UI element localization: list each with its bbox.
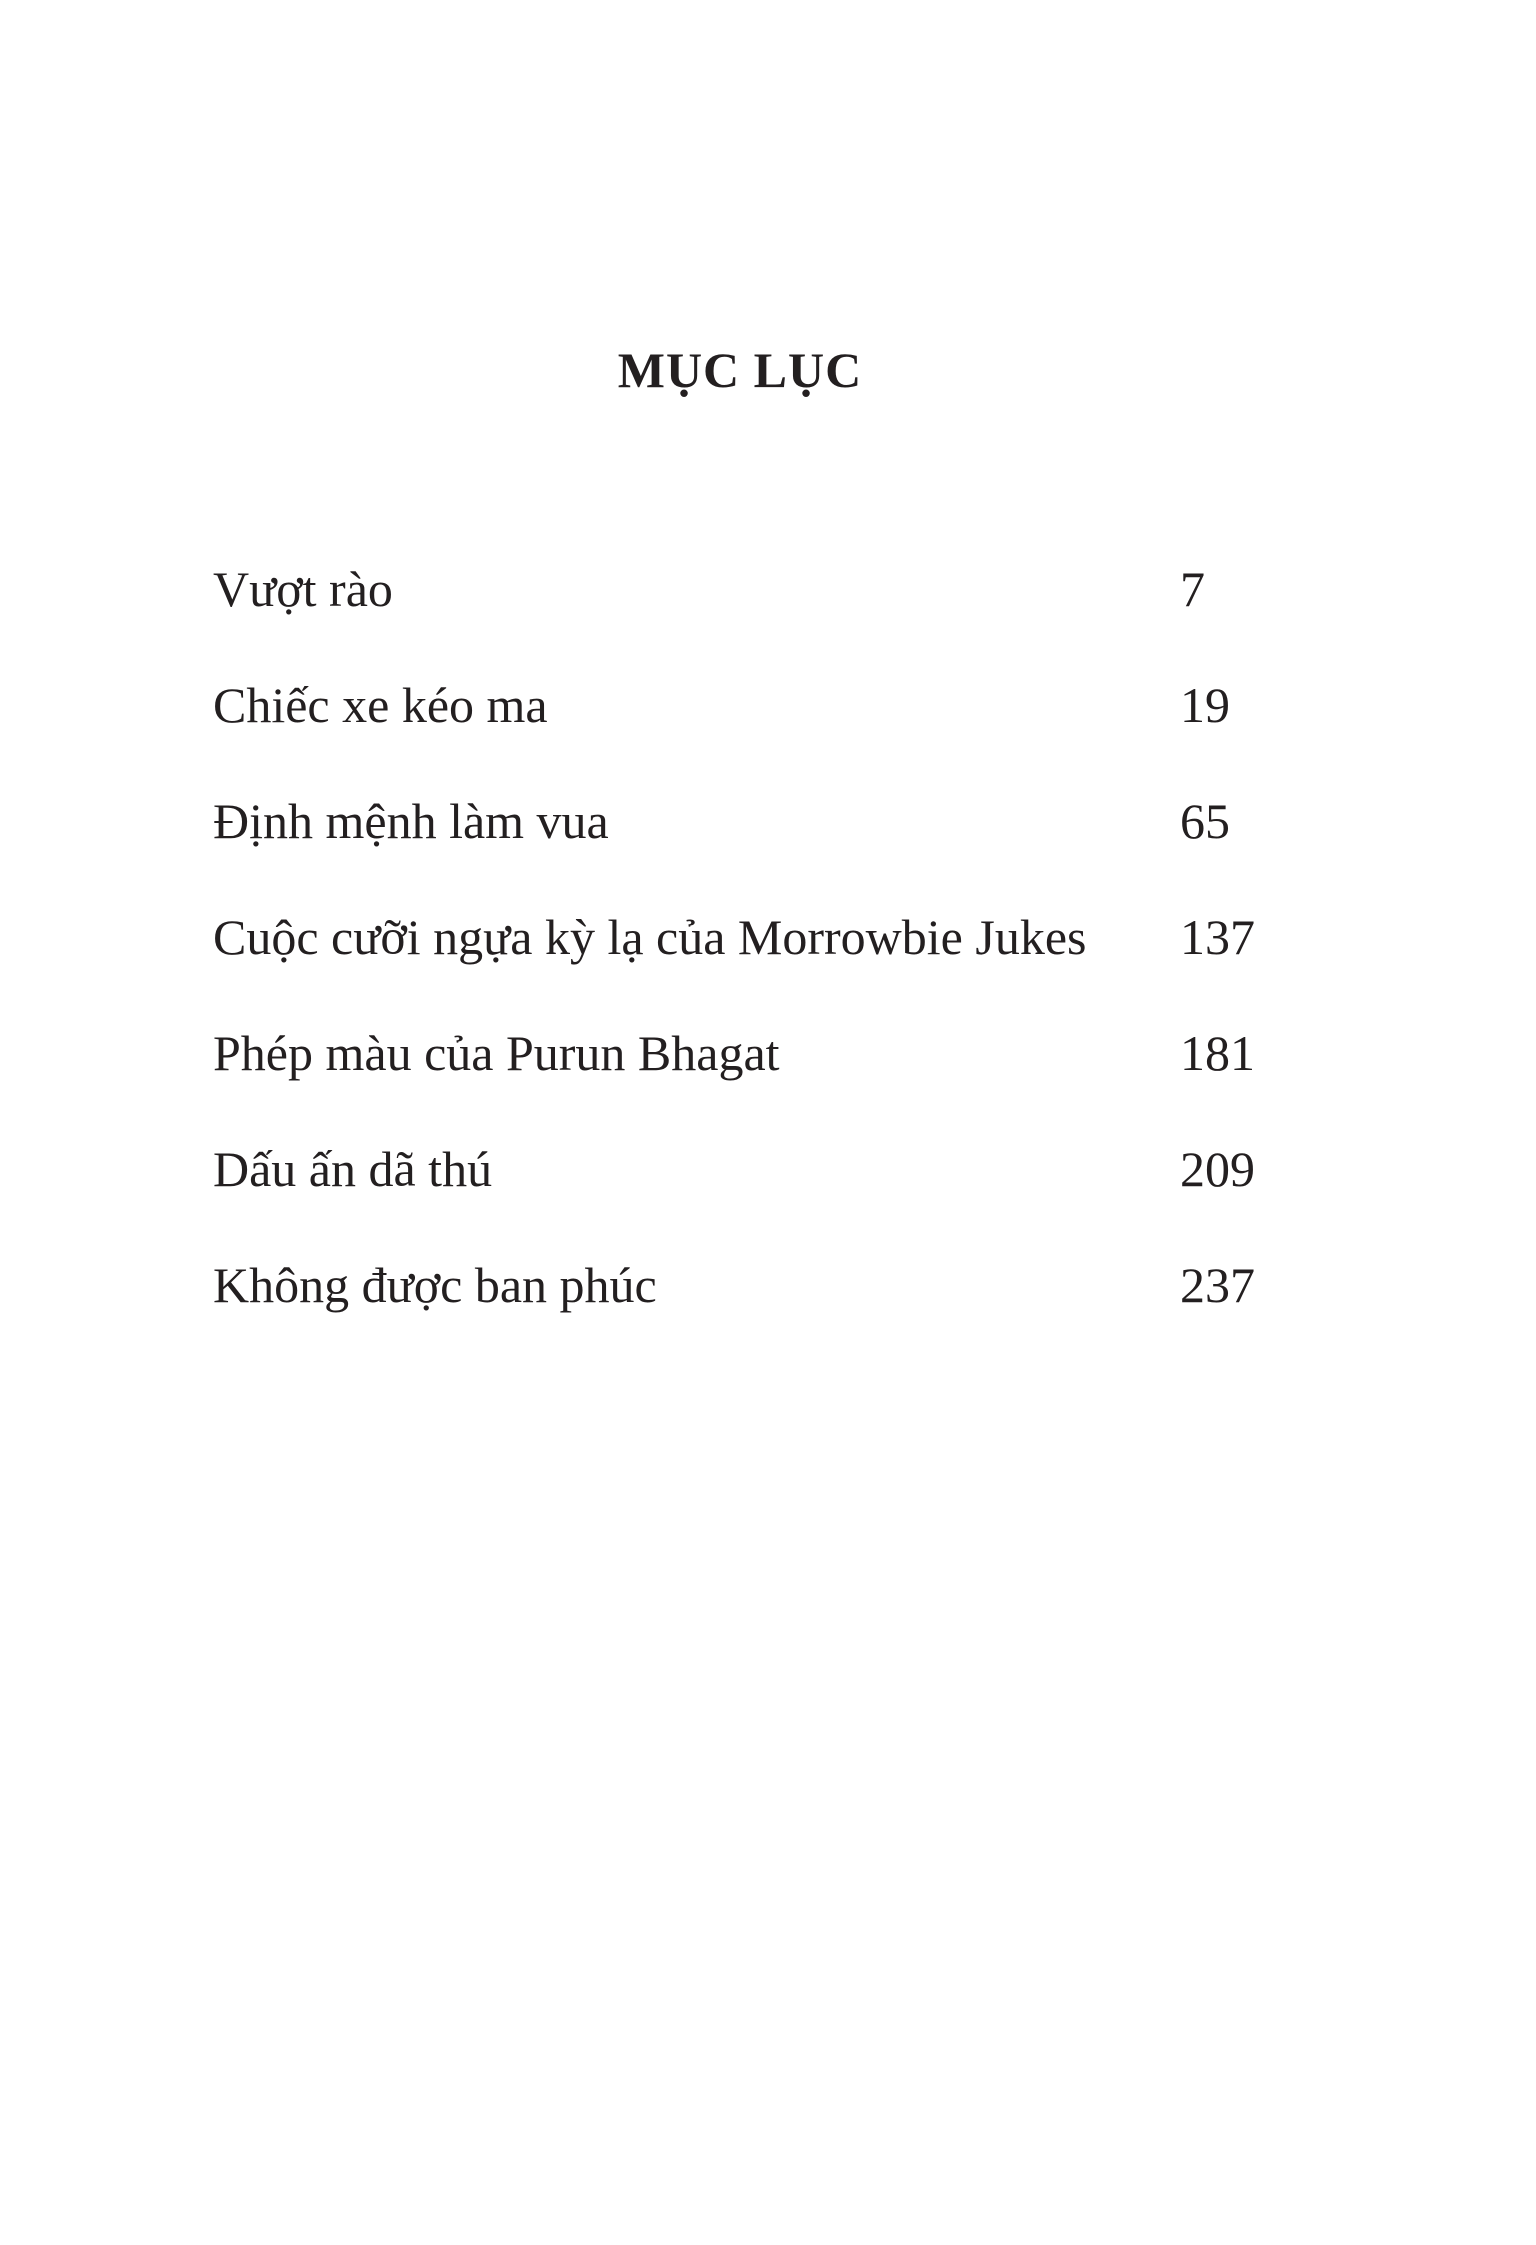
toc-entry-title: Chiếc xe kéo ma [213, 677, 548, 733]
toc-entry-page-number: 65 [1180, 793, 1230, 849]
toc-entry-title: Cuộc cưỡi ngựa kỳ lạ của Morrowbie Jukes [213, 909, 1087, 965]
toc-entry-page-number: 237 [1180, 1257, 1255, 1313]
page-title: MỤC LỤC [617, 342, 863, 398]
table-of-contents [213, 554, 1313, 1366]
toc-entry-page-number: 137 [1180, 909, 1255, 965]
toc-entry [213, 786, 1313, 902]
toc-entry [213, 1134, 1313, 1250]
toc-entry-title: Không được ban phúc [213, 1257, 657, 1313]
toc-entry-page-number: 209 [1180, 1141, 1255, 1197]
toc-entry [213, 1250, 1313, 1366]
toc-entry [213, 554, 1313, 670]
toc-entry [213, 670, 1313, 786]
toc-entry-page-number: 181 [1180, 1025, 1255, 1081]
toc-entry-title: Định mệnh làm vua [213, 793, 609, 849]
toc-entry-title: Vượt rào [213, 561, 393, 617]
toc-entry [213, 1018, 1313, 1134]
toc-entry-title: Dấu ấn dã thú [213, 1141, 493, 1197]
toc-entry [213, 902, 1313, 1018]
toc-entry-page-number: 7 [1180, 561, 1205, 617]
toc-entry-page-number: 19 [1180, 677, 1230, 733]
toc-entry-title: Phép màu của Purun Bhagat [213, 1025, 780, 1081]
